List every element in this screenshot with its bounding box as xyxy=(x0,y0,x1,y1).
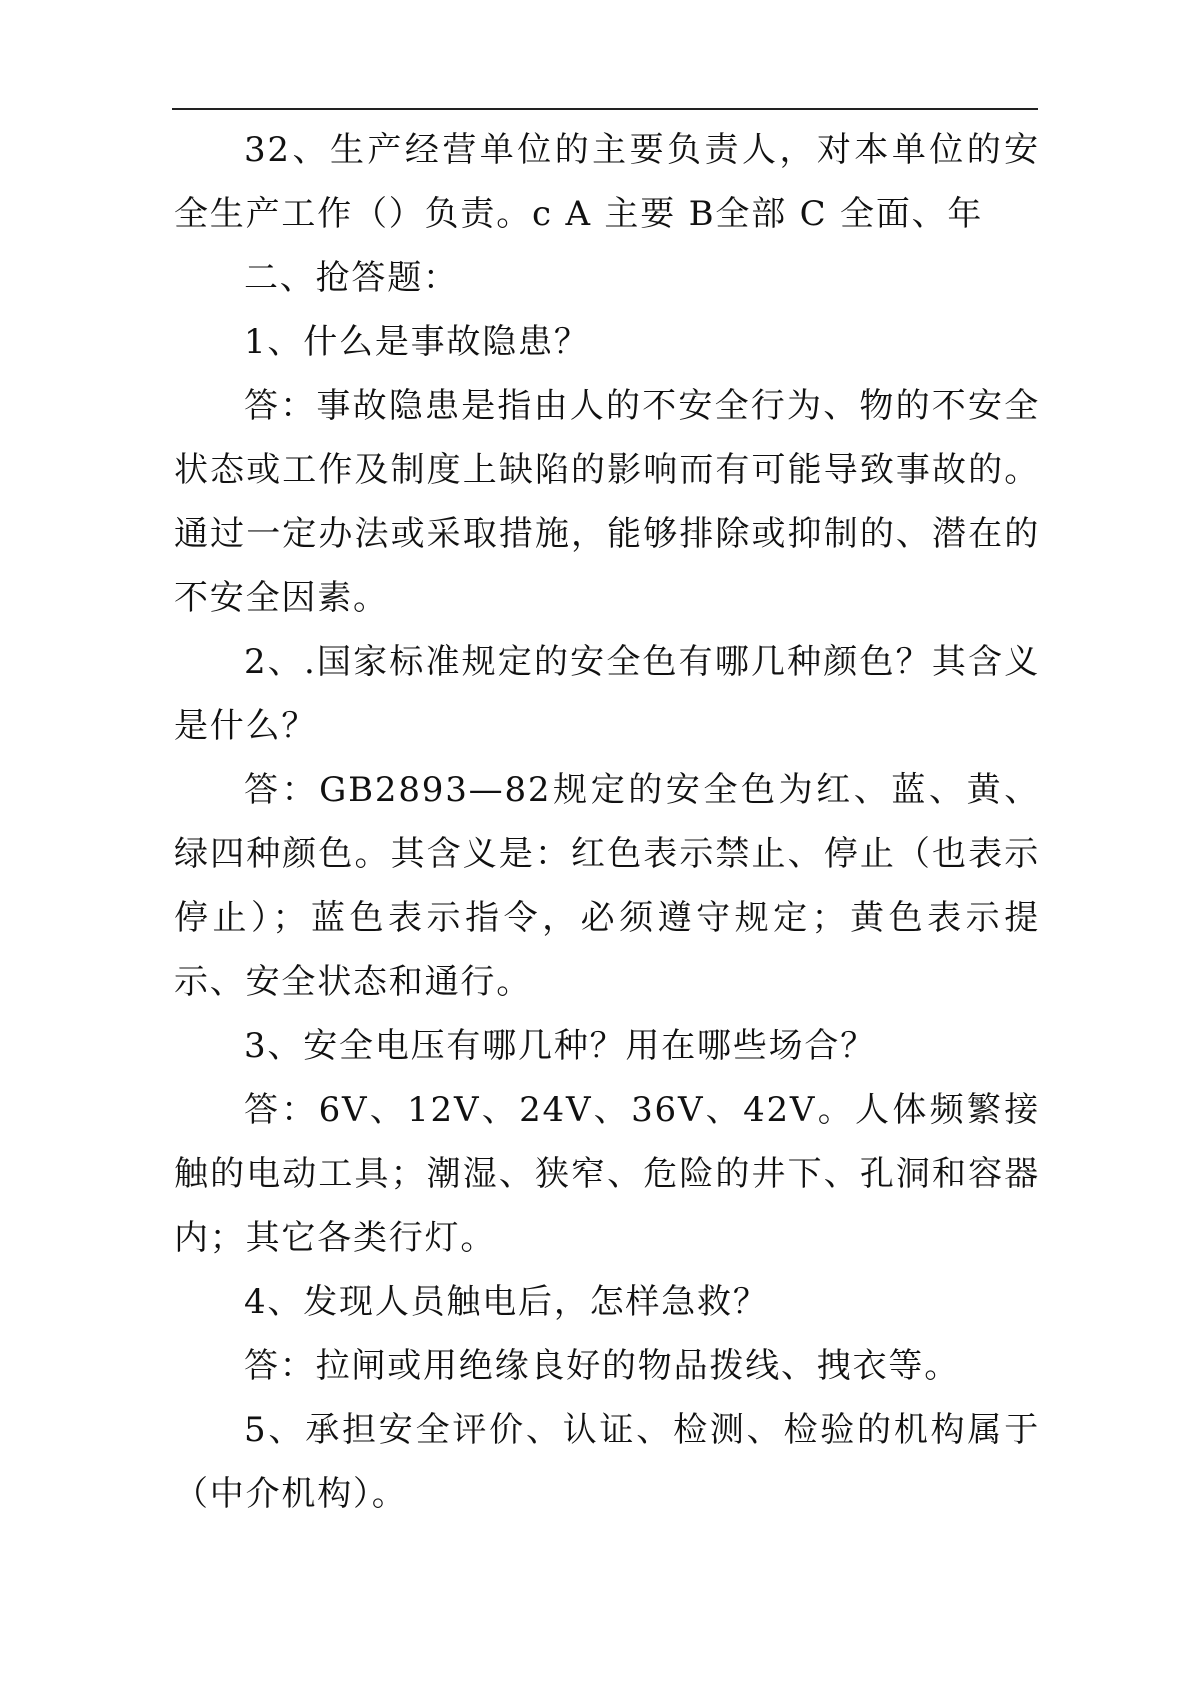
question-4-paragraph: 4、发现人员触电后，怎样急救？ xyxy=(244,1282,769,1322)
answer-2-paragraph: 答：GB2893—82规定的安全色为红、蓝、黄、绿四种颜色。其含义是：红色表示禁止、停止（也表示停止）；蓝色表示指令，必须遵守规定；黄色表示提示、安全状态和通行。 xyxy=(174,770,1040,1002)
section-heading-quick-answer: 二、抢答题： xyxy=(244,258,459,298)
answer-4-paragraph: 答：拉闸或用绝缘良好的物品拨线、拽衣等。 xyxy=(244,1346,960,1386)
question-32-paragraph: 32、生产经营单位的主要负责人，对本单位的安全生产工作（）负责。c A 主要 B全部 C 全面、年 xyxy=(174,130,1040,234)
answer-3-paragraph: 答：6V、12V、24V、36V、42V。人体频繁接触的电动工具；潮湿、狭窄、危险的井下、孔洞和容器内；其它各类行灯。 xyxy=(174,1090,1040,1258)
header-rule xyxy=(172,108,1038,110)
document-body xyxy=(174,118,1040,1526)
question-2-paragraph: 2、.国家标准规定的安全色有哪几种颜色？其含义是什么？ xyxy=(174,642,1040,746)
question-1-paragraph: 1、什么是事故隐患？ xyxy=(244,322,590,362)
answer-1-paragraph: 答：事故隐患是指由人的不安全行为、物的不安全状态或工作及制度上缺陷的影响而有可能导致事故的。通过一定办法或采取措施，能够排除或抑制的、潜在的不安全因素。 xyxy=(174,386,1040,618)
question-5-paragraph: 5、承担安全评价、认证、检测、检验的机构属于（中介机构）。 xyxy=(174,1410,1040,1514)
question-3-paragraph: 3、安全电压有哪几种？用在哪些场合？ xyxy=(244,1026,877,1066)
